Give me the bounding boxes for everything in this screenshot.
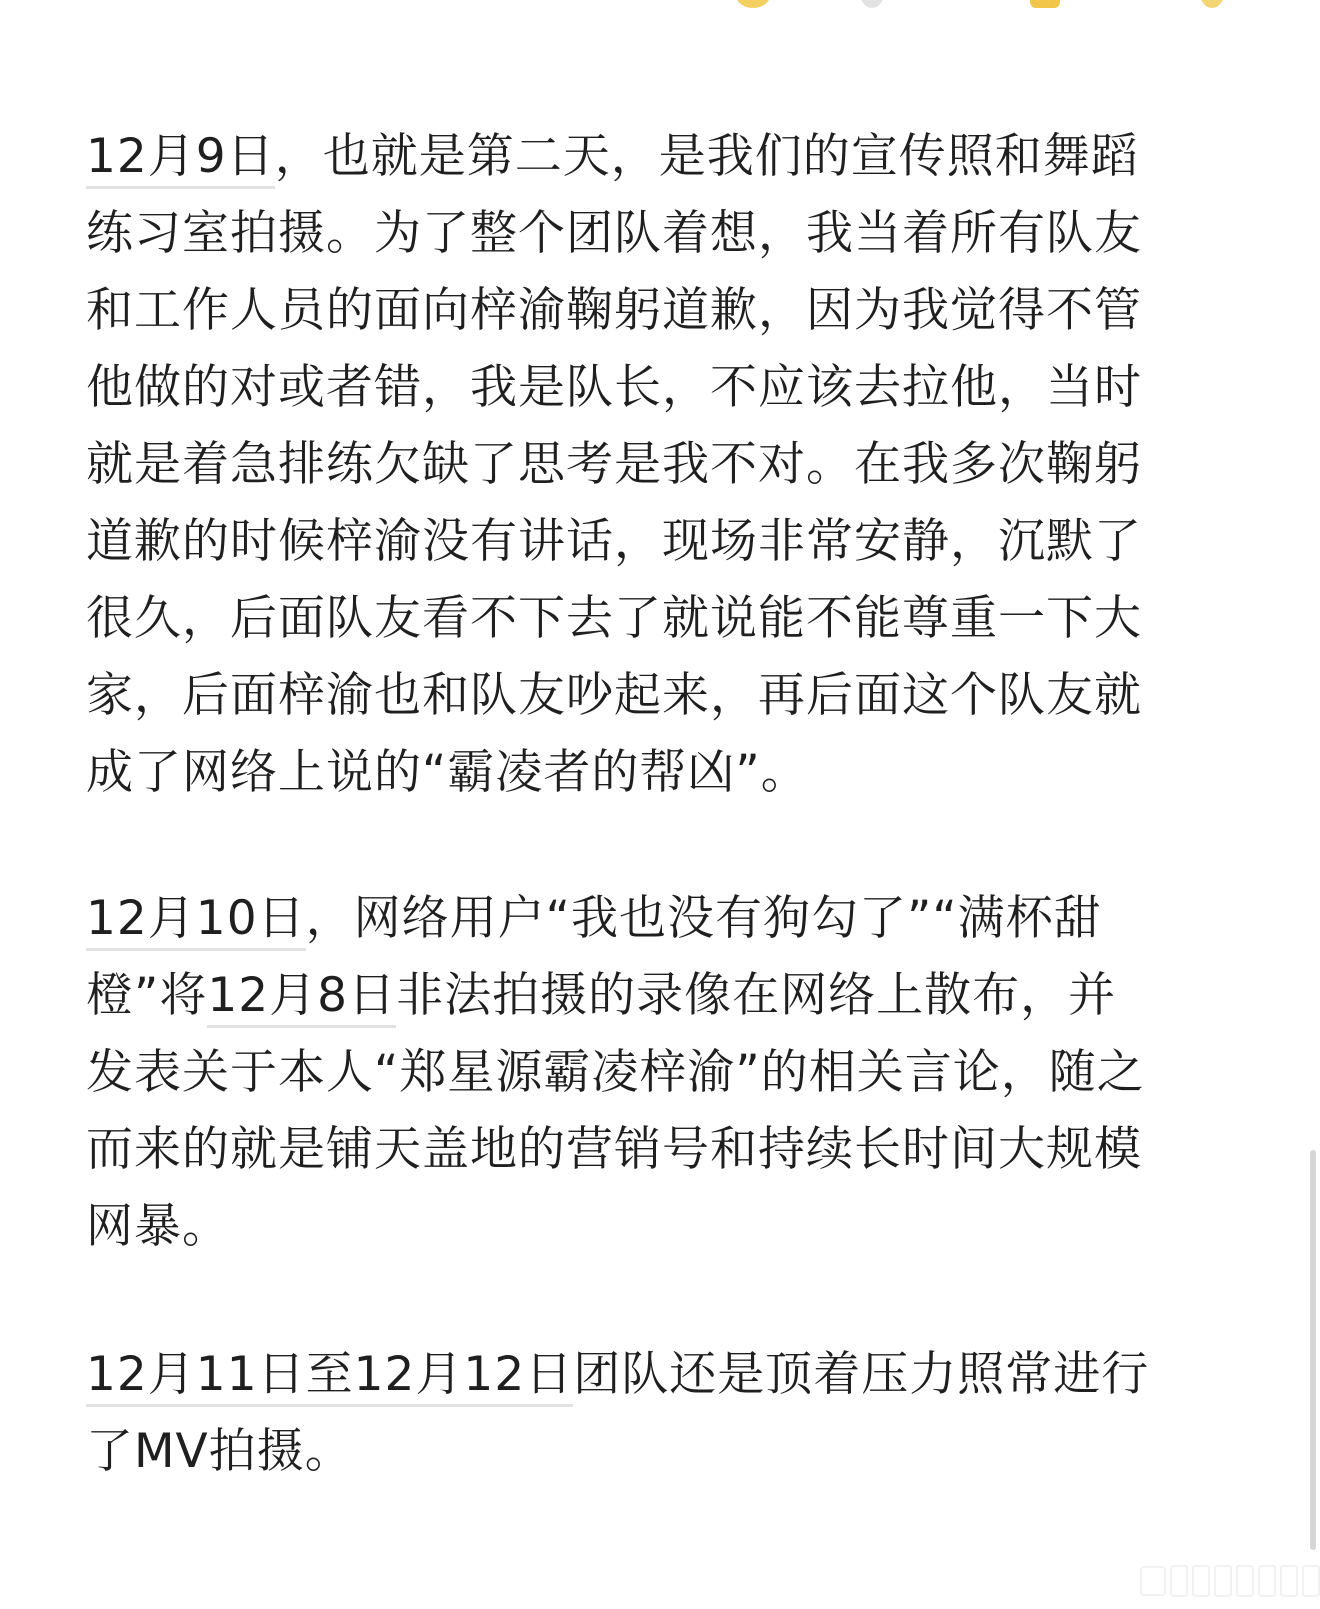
date-link[interactable]: 12月10日 (86, 891, 306, 951)
watermark-mark (1192, 1565, 1210, 1597)
watermark (1140, 1565, 1320, 1597)
paragraph-dec-10 (86, 880, 1156, 1265)
emoji-icon (1200, 0, 1224, 8)
date-link[interactable]: 12月11日至12月12日 (86, 1347, 573, 1407)
watermark-mark (1214, 1565, 1232, 1597)
watermark-mark (1258, 1565, 1276, 1597)
date-link[interactable]: 12月9日 (86, 129, 275, 189)
date-link[interactable]: 12月8日 (207, 968, 396, 1028)
emoji-icon (735, 0, 771, 8)
paragraph-dec-9 (86, 118, 1186, 811)
watermark-mark (1280, 1565, 1298, 1597)
watermark-mark (1170, 1565, 1188, 1597)
scrollbar[interactable] (1310, 1150, 1316, 1550)
paragraph-text: 非法拍摄的录像在网络上散布，并发表关于本人“郑星源霸凌梓渝”的相关言论，随之而来的就是铺天盖地的营销号和持续长时间大规模网暴。 (86, 968, 1145, 1254)
emoji-icon (860, 0, 884, 8)
paragraph-dec-11-12 (86, 1336, 1156, 1490)
paragraph-text: 团队还是顶着压力照常进行了MV拍摄。 (86, 1347, 1150, 1479)
watermark-mark (1302, 1565, 1320, 1597)
paragraph-text: ，也就是第二天，是我们的宣传照和舞蹈练习室拍摄。为了整个团队着想，我当着所有队友和工作人员的面向梓渝鞠躬道歉，因为我觉得不管他做的对或者错，我是队长，不应该去拉他，当时就是着急排练欠缺了思考是我不对。在我多次鞠躬道歉的时候梓渝没有讲话，现场非常安静，沉默了很久，后面队友看不下去了就说能不能尊重一下大家，后面梓渝也和队友吵起来，再后面这个队友就成了网络上说的“霸凌者的帮凶”。 (86, 129, 1142, 800)
watermark-mark (1236, 1565, 1254, 1597)
emoji-icon (1030, 0, 1060, 8)
watermark-icon (1140, 1566, 1166, 1596)
paragraph-text: ，网络用户“我也没有狗勾了”“满杯甜橙”将 (86, 891, 1102, 1023)
top-cropped-strip (0, 0, 1320, 30)
